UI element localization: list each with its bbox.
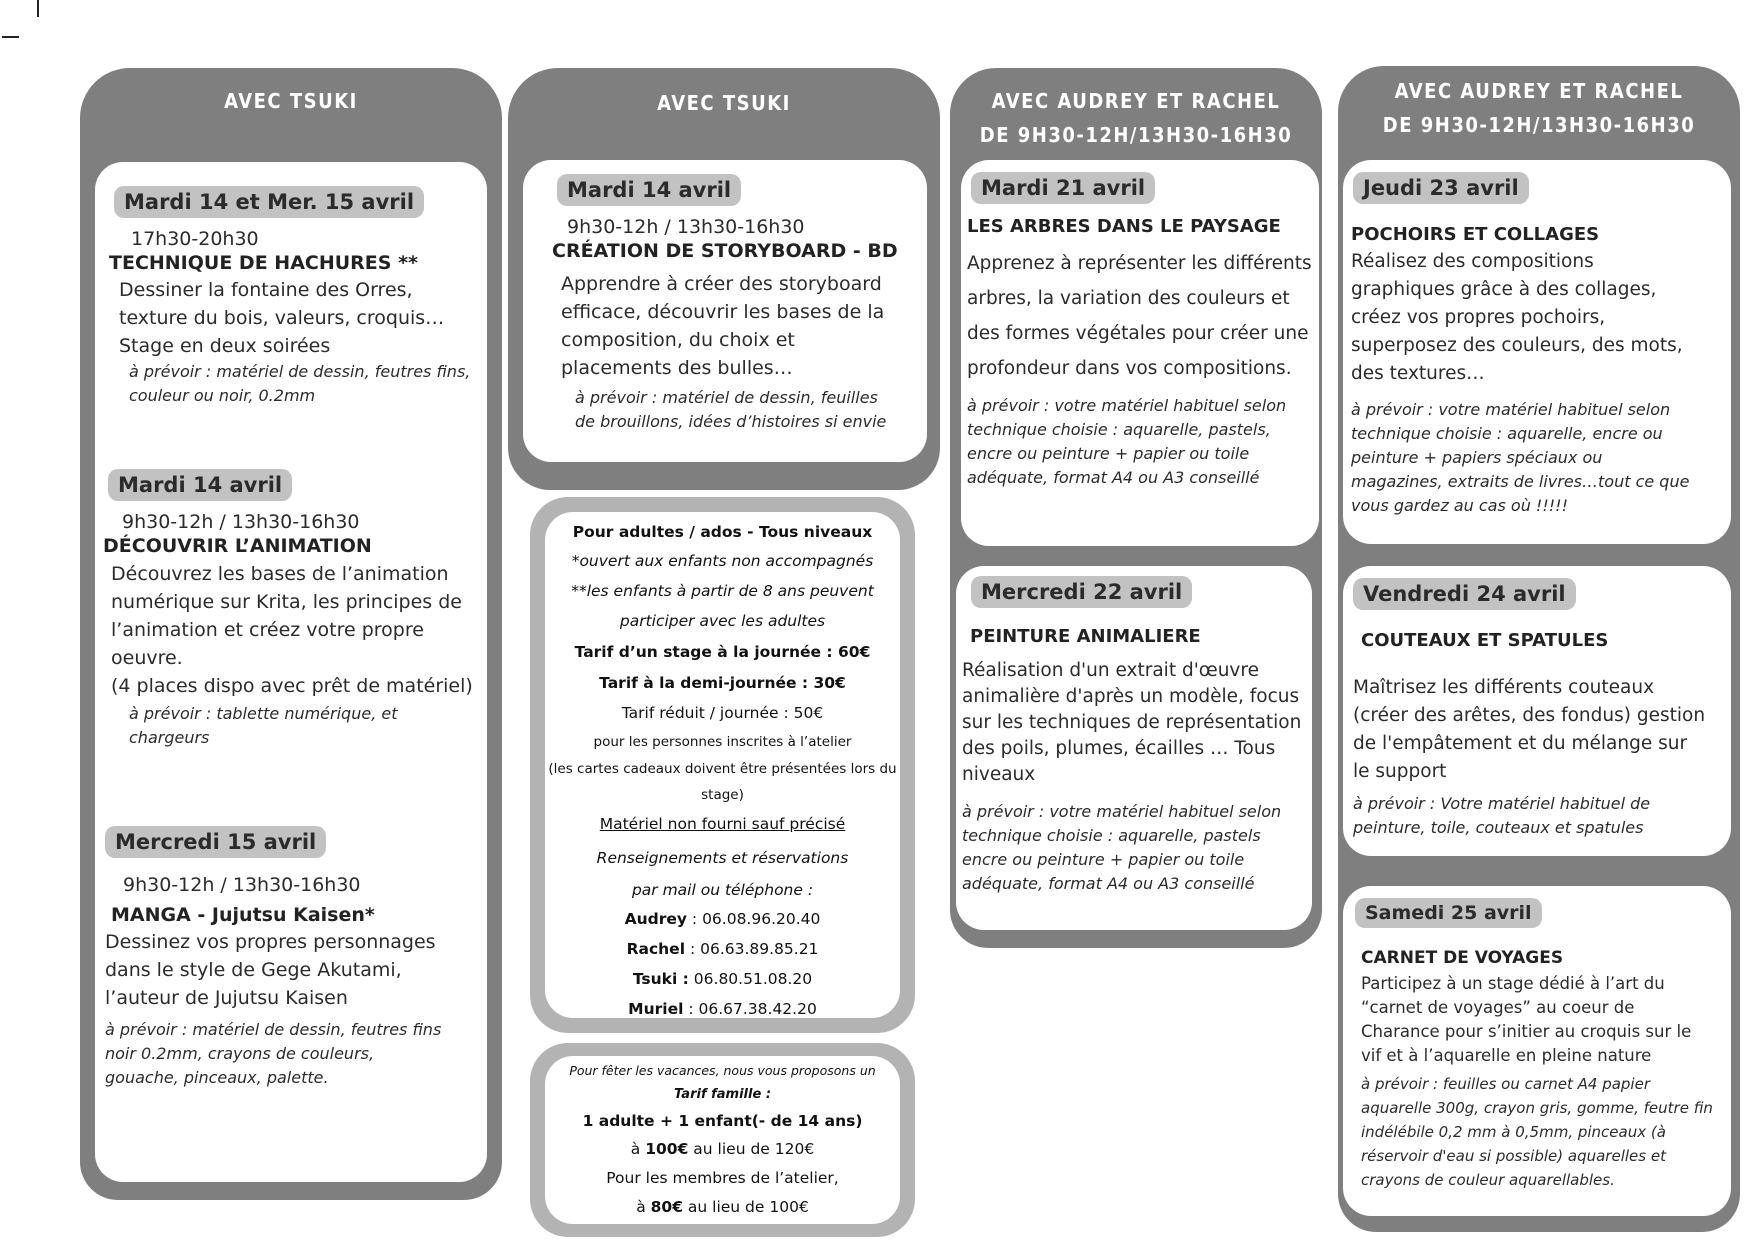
workshop-title: TECHNIQUE DE HACHURES ** xyxy=(109,252,418,274)
price-suffix: au lieu de 120€ xyxy=(688,1140,815,1158)
workshop-title: CRÉATION DE STORYBOARD - BD xyxy=(552,240,898,262)
workshop-time: 9h30-12h / 13h30-16h30 xyxy=(122,511,360,533)
gift-card-note: (les cartes cadeaux doivent être présentées lors du xyxy=(548,761,897,777)
contact-rachel xyxy=(545,934,900,964)
contact-name: Audrey xyxy=(624,910,687,928)
column-audrey-rachel-1 xyxy=(950,68,1322,948)
workshop-note: noir 0.2mm, crayons de couleurs, xyxy=(105,1044,375,1063)
contact-tsuki xyxy=(545,964,900,994)
workshop-description: l’animation et créez votre propre xyxy=(111,619,424,641)
workshop-note: vous gardez au cas où !!!!! xyxy=(1351,496,1568,515)
column-header-hours: DE 9H30-12H/13H30-16H30 xyxy=(979,123,1293,147)
price-suffix: au lieu de 100€ xyxy=(682,1198,809,1216)
workshop-description: Dessinez vos propres personnages xyxy=(105,931,436,953)
workshop-note: aquarelle 300g, crayon gris, gomme, feutre fin xyxy=(1361,1099,1713,1117)
family-offer-box xyxy=(530,1043,915,1237)
workshop-note: à prévoir : matériel de dessin, feuilles xyxy=(575,388,878,407)
workshop-description: dans le style de Gege Akutami, xyxy=(105,959,402,981)
pricing-info-content xyxy=(545,512,900,1018)
workshop-description: Stage en deux soirées xyxy=(119,335,331,357)
workshop-title: CARNET DE VOYAGES xyxy=(1361,948,1564,968)
workshop-description: Découvrez les bases de l’animation xyxy=(111,563,449,585)
footnote-2-cont: participer avec les adultes xyxy=(619,612,826,630)
workshop-card xyxy=(1343,886,1731,1216)
workshop-note: indélébile 0,2 mm à 0,5mm, pinceaux (à xyxy=(1361,1123,1666,1141)
price-day: Tarif d’un stage à la journée : 60€ xyxy=(574,643,871,661)
date-badge: Mardi 14 et Mer. 15 avril xyxy=(114,186,424,218)
workshop-description: composition, du choix et xyxy=(561,329,795,351)
pricing-info-box xyxy=(530,497,915,1033)
column-header: AVEC AUDREY ET RACHEL xyxy=(1394,79,1684,103)
workshop-note: chargeurs xyxy=(129,728,210,747)
workshop-description: vif et à l’aquarelle en pleine nature xyxy=(1361,1046,1652,1065)
workshop-description: placements des bulles… xyxy=(561,357,793,379)
workshop-note: couleur ou noir, 0.2mm xyxy=(129,386,316,405)
workshop-time: 17h30-20h30 xyxy=(131,228,259,250)
workshop-description: animalière d'après un modèle, focus xyxy=(962,686,1300,707)
price-prefix: à xyxy=(636,1198,651,1216)
workshop-title: LES ARBRES DANS LE PAYSAGE xyxy=(967,216,1281,237)
workshop-note: adéquate, format A4 ou A3 conseillé xyxy=(967,468,1260,487)
price-half-day: Tarif à la demi-journée : 30€ xyxy=(599,674,846,692)
date-badge: Mercredi 22 avril xyxy=(971,576,1192,608)
contact-intro: Renseignements et réservations xyxy=(596,849,849,867)
date-badge: Mardi 21 avril xyxy=(971,172,1155,204)
contact-name: Muriel xyxy=(628,1000,684,1018)
column-header: AVEC TSUKI xyxy=(224,89,358,113)
workshop-description: des textures… xyxy=(1351,363,1485,384)
column-tsuki-1 xyxy=(80,68,502,1200)
workshop-description: Charance pour s’initier au croquis sur le xyxy=(1361,1022,1692,1041)
workshop-title: MANGA - Jujutsu Kaisen* xyxy=(111,904,375,926)
footnote-2: **les enfants à partir de 8 ans peuvent xyxy=(571,582,874,600)
workshop-description: Réalisation d'un extrait d'œuvre xyxy=(962,660,1259,681)
workshop-note: peinture, toile, couteaux et spatules xyxy=(1353,818,1644,837)
workshop-time: 9h30-12h / 13h30-16h30 xyxy=(123,874,361,896)
contact-phone: 06.63.89.85.21 xyxy=(700,940,819,958)
date-badge: Mardi 14 avril xyxy=(108,469,292,501)
workshop-note: à prévoir : Votre matériel habituel de xyxy=(1353,794,1651,813)
workshop-description: oeuvre. xyxy=(111,647,183,669)
workshop-note: à prévoir : tablette numérique, et xyxy=(129,704,398,723)
contact-sep: : xyxy=(685,940,701,958)
workshop-note: de brouillons, idées d’histoires si envie xyxy=(575,412,887,431)
workshop-note: encre ou peinture + papier ou toile xyxy=(962,850,1245,869)
workshop-card xyxy=(523,160,927,462)
workshop-description: texture du bois, valeurs, croquis… xyxy=(119,307,445,329)
footnote-1: *ouvert aux enfants non accompagnés xyxy=(571,552,874,570)
workshop-note: magazines, extraits de livres…tout ce que xyxy=(1351,472,1690,491)
material-note: Matériel non fourni sauf précisé xyxy=(599,815,846,833)
contact-name: Rachel xyxy=(626,940,686,958)
contact-sep: : xyxy=(683,1000,699,1018)
workshop-description: Maîtrisez les différents couteaux xyxy=(1353,677,1655,698)
members-label: Pour les membres de l’atelier, xyxy=(606,1169,839,1187)
workshop-description: “carnet de voyages” au coeur de xyxy=(1361,998,1635,1017)
column-audrey-rachel-2 xyxy=(1338,66,1740,1232)
workshop-card xyxy=(1343,160,1731,544)
workshop-note: à prévoir : matériel de dessin, feutres fins, xyxy=(129,362,471,381)
workshop-description: (créer des arêtes, des fondus) gestion xyxy=(1353,705,1706,726)
date-badge: Jeudi 23 avril xyxy=(1353,172,1529,204)
workshop-title: DÉCOUVRIR L’ANIMATION xyxy=(103,535,372,557)
workshop-description: des poils, plumes, écailles … Tous xyxy=(962,738,1276,759)
crop-mark-vertical xyxy=(37,0,39,17)
workshop-description: efficace, découvrir les bases de la xyxy=(561,301,885,323)
contact-phone: 06.67.38.42.20 xyxy=(698,1000,817,1018)
contact-muriel xyxy=(545,994,900,1024)
members-price xyxy=(545,1193,900,1222)
workshop-title: PEINTURE ANIMALIERE xyxy=(970,626,1201,647)
workshop-description: arbres, la variation des couleurs et xyxy=(967,288,1290,309)
workshop-note: à prévoir : votre matériel habituel selon xyxy=(962,802,1282,821)
column-header-hours: DE 9H30-12H/13H30-16H30 xyxy=(1382,113,1696,137)
workshop-description: sur les techniques de représentation xyxy=(962,712,1302,733)
workshop-description: (4 places dispo avec prêt de matériel) xyxy=(111,675,473,697)
workshop-note: technique choisie : aquarelle, pastels xyxy=(962,826,1261,845)
workshop-card xyxy=(961,160,1319,546)
workshop-description: l’auteur de Jujutsu Kaisen xyxy=(105,987,348,1009)
family-label: Tarif famille : xyxy=(673,1087,772,1102)
contact-phone: 06.08.96.20.40 xyxy=(702,910,821,928)
reduced-note: pour les personnes inscrites à l’atelier xyxy=(593,734,852,750)
date-badge: Vendredi 24 avril xyxy=(1353,578,1576,610)
date-badge: Mercredi 15 avril xyxy=(105,826,326,858)
workshop-description: Apprenez à représenter les différents xyxy=(967,253,1312,274)
column-header: AVEC TSUKI xyxy=(657,91,791,115)
workshop-note: encre ou peinture + papier ou toile xyxy=(967,444,1250,463)
contact-intro-cont: par mail ou téléphone : xyxy=(631,881,814,899)
column-header: AVEC AUDREY ET RACHEL xyxy=(991,89,1281,113)
family-intro: Pour fêter les vacances, nous vous proposons un xyxy=(569,1063,876,1078)
workshop-note: à prévoir : matériel de dessin, feutres fins xyxy=(105,1020,442,1039)
contact-sep: : xyxy=(686,910,703,928)
members-price-value: 80€ xyxy=(650,1198,683,1216)
crop-mark-horizontal xyxy=(2,36,19,38)
workshop-note: technique choisie : aquarelle, pastels, xyxy=(967,420,1271,439)
workshop-description: le support xyxy=(1353,761,1447,782)
workshop-description: des formes végétales pour créer une xyxy=(967,323,1309,344)
workshop-card xyxy=(95,162,487,1182)
workshop-description: niveaux xyxy=(962,764,1036,785)
column-tsuki-2 xyxy=(508,68,940,490)
contact-audrey xyxy=(545,904,900,934)
workshop-description: superposez des couleurs, des mots, xyxy=(1351,335,1683,356)
workshop-description: numérique sur Krita, les principes de xyxy=(111,591,462,613)
workshop-description: profondeur dans vos compositions. xyxy=(967,358,1292,379)
workshop-card xyxy=(956,566,1312,930)
workshop-note: à prévoir : feuilles ou carnet A4 papier xyxy=(1361,1075,1650,1093)
workshop-description: de l'empâtement et du mélange sur xyxy=(1353,733,1688,754)
workshop-note: peinture + papiers spéciaux ou xyxy=(1351,448,1603,467)
workshop-note: réservoir d'eau si possible) aquarelles et xyxy=(1361,1147,1666,1165)
workshop-note: à prévoir : votre matériel habituel selon xyxy=(1351,400,1671,419)
workshop-description: Dessiner la fontaine des Orres, xyxy=(119,279,413,301)
family-price-value: 100€ xyxy=(645,1140,689,1158)
workshop-card xyxy=(1343,566,1731,856)
workshop-description: graphiques grâce à des collages, xyxy=(1351,279,1657,300)
gift-card-note-cont: stage) xyxy=(701,787,744,803)
workshop-description: Réalisez des compositions xyxy=(1351,251,1594,272)
workshop-note: technique choisie : aquarelle, encre ou xyxy=(1351,424,1663,443)
audience-label: Pour adultes / ados - Tous niveaux xyxy=(572,523,873,541)
family-offer: 1 adulte + 1 enfant(- de 14 ans) xyxy=(582,1112,863,1130)
workshop-time: 9h30-12h / 13h30-16h30 xyxy=(567,216,805,238)
contact-name: Tsuki : xyxy=(632,970,689,988)
date-badge: Mardi 14 avril xyxy=(557,174,741,206)
workshop-note: à prévoir : votre matériel habituel selon xyxy=(967,396,1287,415)
workshop-note: crayons de couleur aquarellables. xyxy=(1361,1171,1615,1189)
workshop-title: COUTEAUX ET SPATULES xyxy=(1361,630,1609,651)
price-reduced: Tarif réduit / journée : 50€ xyxy=(621,704,824,722)
workshop-description: créez vos propres pochoirs, xyxy=(1351,307,1606,328)
workshop-description: Apprendre à créer des storyboard xyxy=(561,273,882,295)
date-badge: Samedi 25 avril xyxy=(1355,898,1542,928)
contact-phone: 06.80.51.08.20 xyxy=(693,970,813,988)
workshop-note: adéquate, format A4 ou A3 conseillé xyxy=(962,874,1255,893)
price-prefix: à xyxy=(630,1140,646,1158)
workshop-title: POCHOIRS ET COLLAGES xyxy=(1351,224,1600,245)
family-offer-content xyxy=(545,1056,900,1224)
family-price xyxy=(545,1135,900,1164)
workshop-description: Participez à un stage dédié à l’art du xyxy=(1361,974,1665,993)
workshop-note: gouache, pinceaux, palette. xyxy=(105,1068,329,1087)
